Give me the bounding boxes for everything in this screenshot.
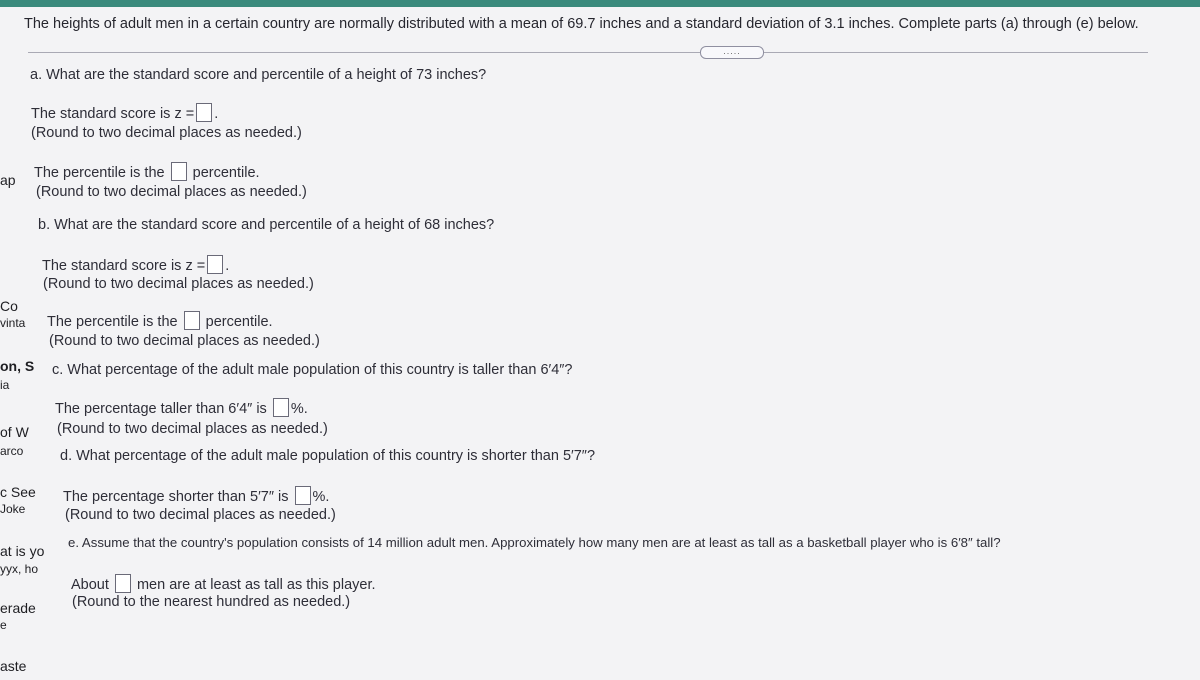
part-c-ans-prefix: The percentage taller than 6′4″ is [55, 401, 267, 417]
part-b-z-suffix: . [225, 258, 230, 274]
part-e-answer-line [71, 574, 376, 593]
part-b-z-note: (Round to two decimal places as needed.) [43, 276, 314, 292]
part-c-percentage-input[interactable] [273, 398, 289, 417]
part-b-percentile-line [47, 311, 273, 330]
part-b-pct-prefix: The percentile is the [47, 314, 178, 330]
part-d-ans-prefix: The percentage shorter than 5′7″ is [63, 489, 289, 505]
part-e-question: e. Assume that the country's population consists of 14 million adult men. Approximately how many men are at least as tall as a basketball player who is 6′8″ tall? [68, 535, 1001, 550]
part-c-note: (Round to two decimal places as needed.) [57, 421, 328, 437]
left-edge-text: ap [0, 172, 16, 188]
left-edge-text: of W [0, 424, 29, 440]
part-a-z-note: (Round to two decimal places as needed.) [31, 125, 302, 141]
part-e-note: (Round to the nearest hundred as needed.) [72, 594, 351, 610]
left-edge-text: erade [0, 600, 36, 616]
left-edge-text: yyx, ho [0, 562, 39, 576]
part-d-note: (Round to two decimal places as needed.) [65, 507, 336, 523]
background-window-edge [0, 0, 45, 680]
part-e-ans-prefix: About [71, 577, 109, 593]
problem-statement: The heights of adult men in a certain country are normally distributed with a mean of 69.7 inches and a standard deviation of 3.1 inches. Complete parts (a) through (e) below. [24, 16, 1139, 32]
left-edge-text: on, S [0, 358, 35, 374]
part-b-pct-note: (Round to two decimal places as needed.) [49, 333, 320, 349]
header-divider [28, 52, 1148, 53]
part-a-pct-prefix: The percentile is the [34, 165, 165, 181]
part-e-count-input[interactable] [115, 574, 131, 593]
part-b-z-prefix: The standard score is z = [42, 258, 206, 274]
part-b-pct-suffix: percentile. [205, 314, 273, 330]
part-b-percentile-answer-input[interactable] [184, 311, 200, 330]
part-a-pct-note: (Round to two decimal places as needed.) [36, 184, 307, 200]
part-d-percentage-input[interactable] [295, 486, 311, 505]
part-c-ans-suffix: %. [290, 401, 308, 417]
part-c-answer-line [55, 398, 308, 417]
left-edge-text: Joke [0, 502, 26, 516]
expand-question-button[interactable]: ..... [700, 46, 764, 59]
left-edge-text: at is yo [0, 543, 45, 559]
part-a-z-suffix: . [214, 106, 219, 122]
left-edge-text: ia [0, 378, 10, 392]
left-edge-text: e [0, 618, 7, 632]
part-d-ans-suffix: %. [312, 489, 330, 505]
top-accent-bar [0, 0, 1200, 7]
part-a-percentile-line [34, 162, 260, 181]
left-edge-text: arco [0, 444, 24, 458]
part-a-z-answer-input[interactable] [196, 103, 212, 122]
left-edge-text: aste [0, 658, 27, 674]
part-a-pct-suffix: percentile. [192, 165, 260, 181]
part-e-ans-suffix: men are at least as tall as this player. [136, 577, 376, 593]
part-b-question: b. What are the standard score and percentile of a height of 68 inches? [38, 217, 495, 233]
part-a-question: a. What are the standard score and percentile of a height of 73 inches? [30, 67, 487, 83]
part-a-percentile-answer-input[interactable] [171, 162, 187, 181]
part-b-z-answer-input[interactable] [207, 255, 223, 274]
part-a-z-prefix: The standard score is z = [31, 106, 195, 122]
left-edge-text: c See [0, 484, 36, 500]
left-edge-text: Co [0, 298, 18, 314]
part-b-z-line [42, 255, 229, 274]
left-edge-text: vinta [0, 316, 26, 330]
part-d-answer-line [63, 486, 329, 505]
part-d-question: d. What percentage of the adult male population of this country is shorter than 5′7″? [60, 448, 596, 464]
part-c-question: c. What percentage of the adult male population of this country is taller than 6′4″? [52, 362, 573, 378]
part-a-z-line [31, 103, 218, 122]
